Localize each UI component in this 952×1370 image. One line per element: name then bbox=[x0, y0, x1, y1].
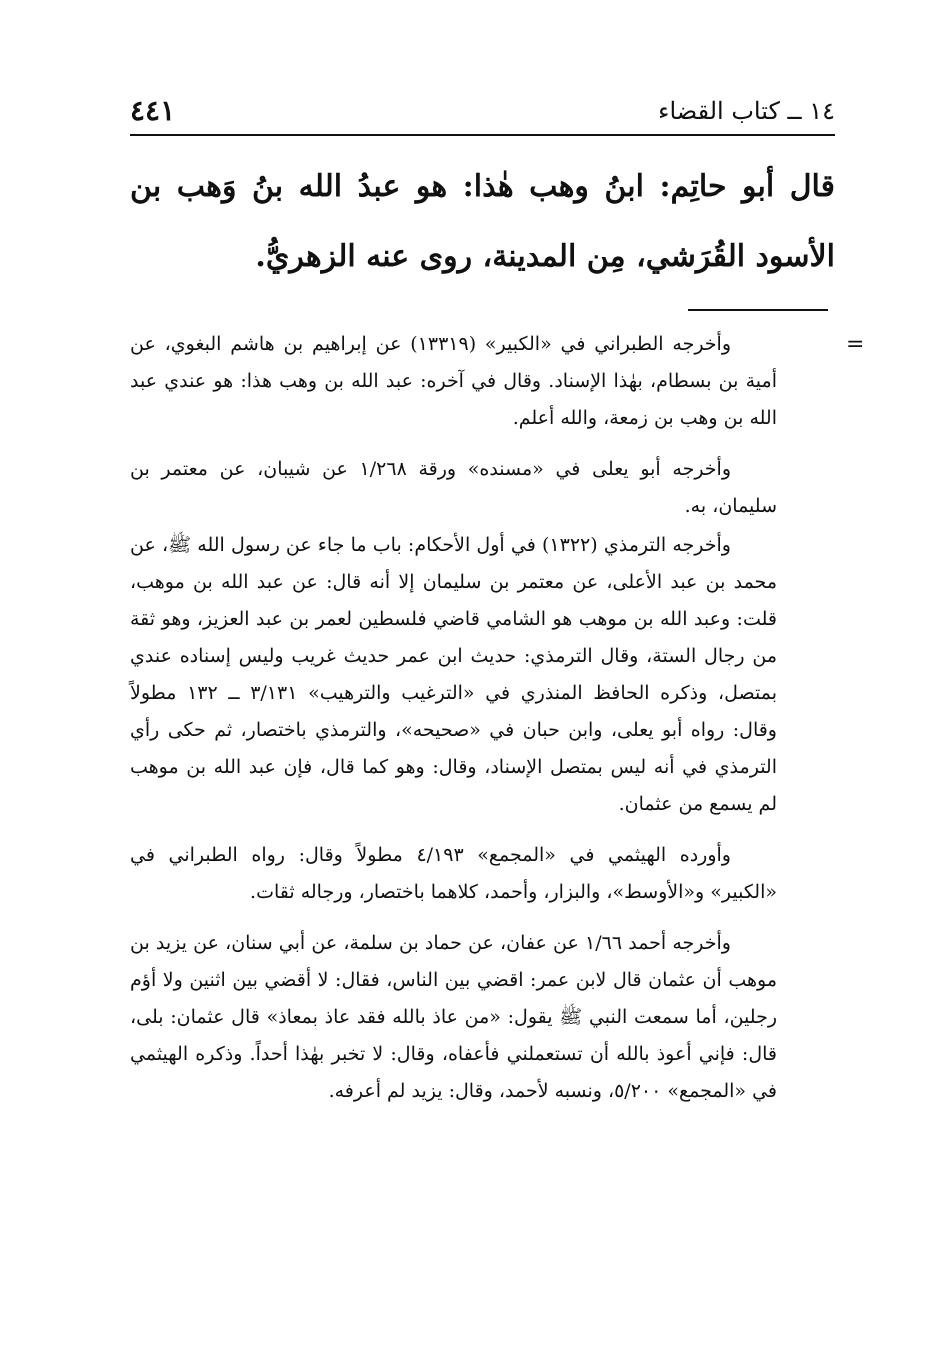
main-text bbox=[130, 152, 835, 292]
footnote-paragraph: وأورده الهيثمي في «المجمع» ٤/١٩٣ مطولاً وقال: رواه الطبراني في «الكبير» و«الأوسط»، والبزار، وأحمد، كلاهما باختصار، ورجاله ثقات. bbox=[130, 844, 777, 903]
main-paragraph: قال أبو حاتِم: ابنُ وهب هٰذا: هو عبدُ الله بنُ وَهب بن الأسود القُرَشي، مِن المدينة، روى عنه الزهريُّ. bbox=[130, 169, 835, 274]
footnote-paragraph: وأخرجه الترمذي (١٣٢٢) في أول الأحكام: باب ما جاء عن رسول الله ﷺ، عن محمد بن عبد الأعلى، عن معتمر بن سليمان إلا أنه قال: عن عبد الله بن موهب، قلت: وعبد الله بن موهب هو الشامي قاضي فلسطين لعمر بن عبد العزيز، وهو ثقة من رجال الستة، وقال الترمذي: حديث ابن عمر حديث غريب وليس إسناده عندي بمتصل، وذكره الحافظ المنذري في «الترغيب والترهيب» ٣/١٣١ ــ ١٣٢ مطولاً وقال: رواه أبو يعلى، وابن حبان في «صحيحه»، والترمذي باختصار، ثم حكى رأي الترمذي في أنه ليس بمتصل الإسناد، وقال: وهو كما قال، فإن عبد الله بن موهب لم يسمع من عثمان. bbox=[130, 534, 777, 815]
header-rule bbox=[130, 134, 835, 136]
footnotes bbox=[130, 326, 777, 1124]
footnote-separator bbox=[688, 309, 828, 311]
footnote-paragraph: وأخرجه أحمد ١/٦٦ عن عفان، عن حماد بن سلمة، عن أبي سنان، عن يزيد بن موهب أن عثمان قال لابن عمر: اقضي بين الناس، فقال: لا أقضي بين اثنين ولا أؤم رجلين، أما سمعت النبي ﷺ يقول: «من عاذ بالله فقد عاذ بمعاذ» قال عثمان: بلى، قال: فإني أعوذ بالله أن تستعملني فأعفاه، وقال: لا تخبر بهٰذا أحداً. وذكره الهيثمي في «المجمع» ٥/٢٠٠، ونسبه لأحمد، وقال: يزيد لم أعرفه. bbox=[130, 932, 777, 1102]
footnote-paragraph: وأخرجه أبو يعلى في «مسنده» ورقة ١/٢٦٨ عن شيبان، عن معتمر بن سليمان، به. bbox=[130, 458, 777, 517]
running-head: ١٤ ــ كتاب القضاء bbox=[658, 97, 835, 125]
footnote-paragraph: وأخرجه الطبراني في «الكبير» (١٣٣١٩) عن إبراهيم بن هاشم البغوي، عن أمية بن بسطام، بهٰذا الإسناد. وقال في آخره: عبد الله بن وهب هذا: هو عندي عبد الله بن وهب بن زمعة، والله أعلم. bbox=[130, 333, 777, 429]
footnote-continuation-mark: = bbox=[846, 332, 865, 357]
page-number: ٤٤١ bbox=[130, 94, 176, 127]
